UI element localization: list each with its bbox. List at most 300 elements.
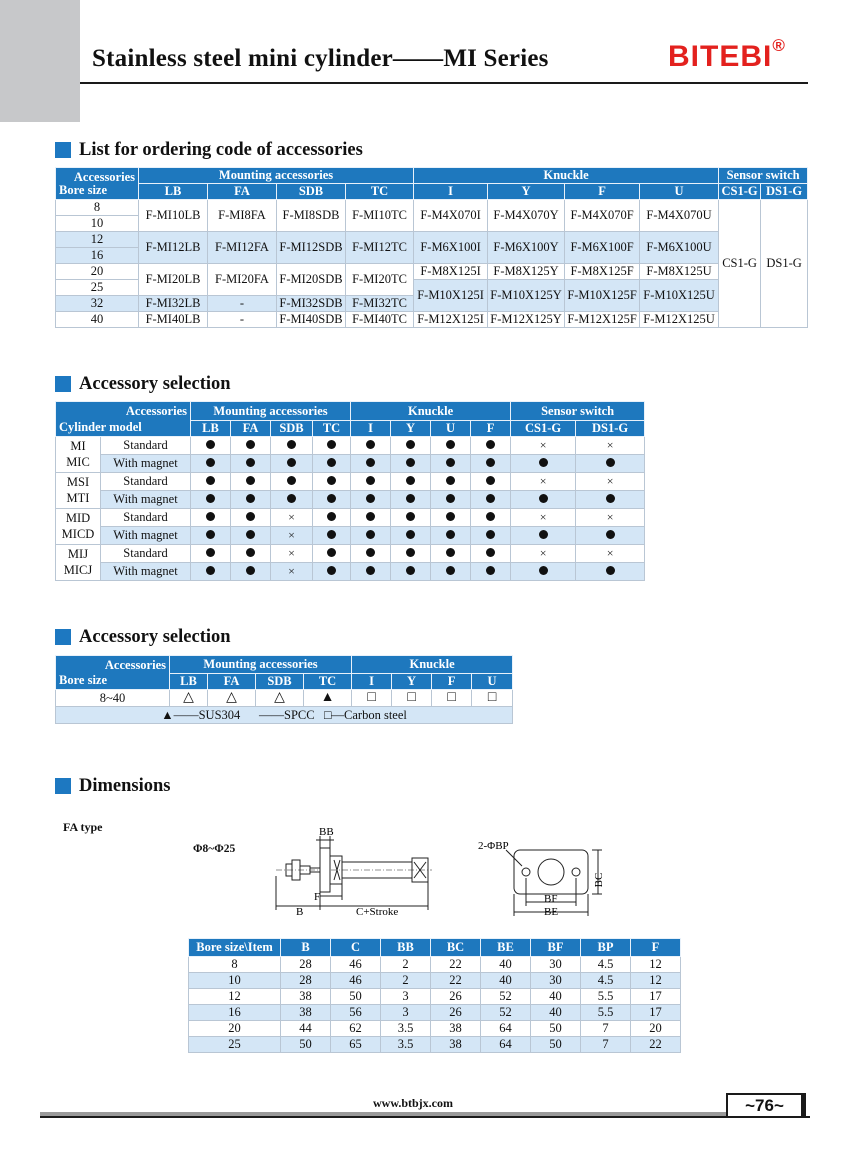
model-cell [56, 509, 101, 545]
selection-cell [271, 473, 313, 491]
column-header: LB [191, 421, 231, 437]
table-cell: 64 [481, 1021, 531, 1037]
column-header: DS1-G [576, 421, 645, 437]
stroke-dim-label: C+Stroke [356, 906, 399, 916]
dot-icon [206, 494, 215, 503]
selection-cell [313, 491, 351, 509]
table-cell: 12 [631, 957, 681, 973]
page-title: Stainless steel mini cylinder——MI Series [92, 45, 549, 72]
table-cell: 17 [631, 989, 681, 1005]
selection-cell [271, 563, 313, 581]
table-cell: F-M12X125F [565, 312, 640, 328]
dot-icon [406, 512, 415, 521]
table-cell: 40 [531, 1005, 581, 1021]
dot-icon [486, 548, 495, 557]
model-name: MSI [66, 474, 90, 489]
dot-icon [606, 530, 615, 539]
table-cell: F-M12X125U [640, 312, 719, 328]
selection-cell [511, 437, 576, 455]
column-header: U [472, 674, 513, 690]
dot-icon [327, 476, 336, 485]
dot-icon [539, 458, 548, 467]
table-cell: F-M4X070U [640, 200, 719, 232]
table-cell: 4.5 [581, 973, 631, 989]
dot-icon [606, 494, 615, 503]
selection-cell [576, 437, 645, 455]
selection-cell [431, 527, 471, 545]
table-cell: 52 [481, 989, 531, 1005]
model-cell [56, 473, 101, 509]
table-cell: 2 [381, 957, 431, 973]
dot-icon [327, 530, 336, 539]
model-name: MI [70, 438, 86, 453]
table-cell: 62 [331, 1021, 381, 1037]
selection-cell [511, 527, 576, 545]
selection-cell [431, 473, 471, 491]
table-cell: F-M4X070I [414, 200, 488, 232]
selection-cell [576, 509, 645, 527]
group-header: Mounting accessories [170, 656, 352, 674]
column-header: TC [304, 674, 352, 690]
selection-cell [391, 473, 431, 491]
variant-cell: Standard [101, 509, 191, 527]
section-square-icon [55, 376, 71, 392]
dot-icon [406, 494, 415, 503]
dot-icon [287, 494, 296, 503]
dot-icon [246, 512, 255, 521]
dot-icon [246, 566, 255, 575]
table-cell: 20 [631, 1021, 681, 1037]
material-symbol: □ [352, 690, 392, 707]
dot-icon [486, 566, 495, 575]
selection-cell [511, 491, 576, 509]
table-cell: F-M12X125I [414, 312, 488, 328]
table-cell: F-M8X125F [565, 264, 640, 280]
dot-icon [287, 476, 296, 485]
table-cell: 28 [281, 957, 331, 973]
column-header: F [631, 939, 681, 957]
ordering-code-table [55, 167, 808, 328]
selection-cell [576, 563, 645, 581]
variant-cell: With magnet [101, 491, 191, 509]
section-heading-text: Accessory selection [79, 626, 231, 647]
dot-icon [246, 548, 255, 557]
dot-icon [206, 566, 215, 575]
column-header: BP [581, 939, 631, 957]
model-name: MICJ [63, 562, 93, 577]
footer-divider [40, 1116, 810, 1118]
table-cell: F-MI10LB [139, 200, 208, 232]
selection-cell [391, 455, 431, 473]
table-cell: 30 [531, 957, 581, 973]
selection-cell [191, 491, 231, 509]
table-row [189, 1037, 681, 1053]
selection-cell [431, 563, 471, 581]
column-header: Bore size\Item [189, 939, 281, 957]
dot-icon [206, 476, 215, 485]
group-header: Mounting accessories [191, 402, 351, 421]
table-row [189, 957, 681, 973]
table-cell: F-MI32SDB [277, 296, 346, 312]
bore-cell: 25 [56, 280, 139, 296]
model-name: MIJ [67, 546, 89, 561]
column-header: BE [481, 939, 531, 957]
cross-icon: × [288, 510, 295, 525]
column-header: TC [313, 421, 351, 437]
selection-cell [231, 455, 271, 473]
variant-cell: Standard [101, 437, 191, 455]
footer-url: www.btbjx.com [373, 1096, 453, 1110]
table-cell: 7 [581, 1021, 631, 1037]
selection-cell [511, 455, 576, 473]
selection-cell [191, 455, 231, 473]
section-heading-dimensions [55, 776, 171, 796]
material-symbol: △ [208, 690, 256, 707]
column-header: LB [170, 674, 208, 690]
selection-cell [313, 563, 351, 581]
material-symbol: △ [170, 690, 208, 707]
section-heading-text: List for ordering code of accessories [79, 139, 363, 160]
dot-icon [606, 458, 615, 467]
table-cell: F-M4X070Y [488, 200, 565, 232]
selection-cell [511, 509, 576, 527]
table-cell: 44 [281, 1021, 331, 1037]
selection-cell [313, 527, 351, 545]
dot-icon [406, 458, 415, 467]
table-cell: F-M12X125Y [488, 312, 565, 328]
dot-icon [446, 440, 455, 449]
column-header: BB [381, 939, 431, 957]
table-cell: 30 [531, 973, 581, 989]
column-header: Y [488, 184, 565, 200]
brand-name: BITEBI [668, 40, 773, 73]
bore-cell: 10 [56, 216, 139, 232]
model-name: MICD [61, 526, 95, 541]
column-header: F [471, 421, 511, 437]
table-cell: 40 [531, 989, 581, 1005]
page-number: ~76~ [726, 1093, 806, 1117]
table-cell: F-MI8SDB [277, 200, 346, 232]
fa-cylinder-drawing [262, 826, 442, 916]
section-heading-text: Dimensions [79, 775, 171, 796]
dot-icon [246, 458, 255, 467]
dot-icon [327, 440, 336, 449]
selection-cell [271, 527, 313, 545]
column-header: BF [531, 939, 581, 957]
dot-icon [406, 476, 415, 485]
bore-cell: 40 [56, 312, 139, 328]
dot-icon [486, 458, 495, 467]
bore-cell: 12 [56, 232, 139, 248]
model-name: MTI [66, 490, 90, 505]
dot-icon [446, 530, 455, 539]
table-cell: F-MI12TC [346, 232, 414, 264]
bore-cell: 16 [56, 248, 139, 264]
dimensions-table [188, 938, 681, 1053]
table-cell: 12 [189, 989, 281, 1005]
dot-icon [206, 458, 215, 467]
table-cell: 65 [331, 1037, 381, 1053]
table-cell: 3 [381, 1005, 431, 1021]
dot-icon [366, 494, 375, 503]
table-cell: 38 [431, 1037, 481, 1053]
selection-cell [576, 527, 645, 545]
selection-cell [271, 455, 313, 473]
be-dim-label: BE [544, 906, 559, 918]
table-cell: F-M6X100U [640, 232, 719, 264]
material-symbol: □ [392, 690, 432, 707]
section-heading-text: Accessory selection [79, 373, 231, 394]
cross-icon: × [606, 510, 614, 525]
corner-top-label: Accessories [125, 404, 187, 418]
table-cell: F-M8X125U [640, 264, 719, 280]
table-cell: 56 [331, 1005, 381, 1021]
table-cell: 16 [189, 1005, 281, 1021]
variant-cell: With magnet [101, 527, 191, 545]
table-cell: 12 [631, 973, 681, 989]
table-cell: F-M6X100I [414, 232, 488, 264]
selection-cell [351, 545, 391, 563]
dot-icon [246, 530, 255, 539]
bore-cell: 20 [56, 264, 139, 280]
section-heading-ordering [55, 140, 363, 160]
selection-cell [431, 437, 471, 455]
column-header: B [281, 939, 331, 957]
selection-cell [191, 509, 231, 527]
cross-icon: × [288, 546, 295, 561]
header-divider [80, 82, 808, 84]
dot-icon [366, 548, 375, 557]
table-cell: F-MI12FA [208, 232, 277, 264]
dot-icon [539, 566, 548, 575]
dot-icon [446, 494, 455, 503]
table-row [189, 1005, 681, 1021]
group-header: Knuckle [352, 656, 513, 674]
table-cell: 17 [631, 1005, 681, 1021]
table-cell: F-M6X100Y [488, 232, 565, 264]
selection-cell [271, 545, 313, 563]
section-square-icon [55, 778, 71, 794]
column-header: FA [208, 674, 256, 690]
selection-cell [576, 491, 645, 509]
table-row [189, 989, 681, 1005]
selection-cell [191, 437, 231, 455]
dot-icon [486, 440, 495, 449]
brand-logo [668, 36, 785, 74]
dot-icon [327, 512, 336, 521]
selection-cell [313, 509, 351, 527]
selection-cell [431, 491, 471, 509]
group-header: Mounting accessories [139, 168, 414, 184]
model-name: MIC [66, 454, 90, 469]
column-header: I [351, 421, 391, 437]
dot-icon [446, 548, 455, 557]
selection-cell [351, 491, 391, 509]
cross-icon: × [539, 474, 547, 489]
table-cell: 64 [481, 1037, 531, 1053]
registered-mark: ® [772, 36, 785, 55]
section-heading-material [55, 627, 231, 647]
material-legend: ▲——SUS304 ——SPCC □—Carbon steel [56, 707, 513, 724]
column-header: LB [139, 184, 208, 200]
selection-cell [231, 563, 271, 581]
column-header: U [431, 421, 471, 437]
selection-cell [351, 437, 391, 455]
bore-cell: 8~40 [56, 690, 170, 707]
selection-cell [471, 527, 511, 545]
table-cell: F-M6X100F [565, 232, 640, 264]
variant-cell: Standard [101, 473, 191, 491]
material-table [55, 655, 513, 724]
variant-cell: Standard [101, 545, 191, 563]
group-header: Knuckle [351, 402, 511, 421]
table-cell: F-MI20TC [346, 264, 414, 296]
dot-icon [406, 566, 415, 575]
dot-icon [486, 476, 495, 485]
corner-bottom-label: Cylinder model [59, 419, 142, 434]
selection-cell [271, 437, 313, 455]
model-cell [56, 437, 101, 473]
table-cell: F-MI32TC [346, 296, 414, 312]
table-cell: 2 [381, 973, 431, 989]
table-row [189, 973, 681, 989]
selection-cell [313, 473, 351, 491]
selection-cell [351, 527, 391, 545]
table-row [189, 1021, 681, 1037]
table-cell: 20 [189, 1021, 281, 1037]
selection-cell [191, 473, 231, 491]
cross-icon: × [606, 546, 614, 561]
column-header: FA [208, 184, 277, 200]
dot-icon [206, 548, 215, 557]
bore-range-label: Φ8~Φ25 [193, 843, 236, 855]
selection-cell [191, 545, 231, 563]
dot-icon [539, 494, 548, 503]
bp-dim-label: 2-ΦBP [478, 840, 509, 852]
bore-cell: 8 [56, 200, 139, 216]
cross-icon: × [288, 528, 295, 543]
model-cell [56, 545, 101, 581]
selection-cell [231, 509, 271, 527]
variant-cell: With magnet [101, 563, 191, 581]
table-cell: 50 [281, 1037, 331, 1053]
corner-top-label: Accessories [73, 170, 135, 184]
table-cell: F-M10X125F [565, 280, 640, 312]
dot-icon [486, 530, 495, 539]
dot-icon [606, 566, 615, 575]
table-cell: F-M8X125I [414, 264, 488, 280]
table-cell: F-MI12SDB [277, 232, 346, 264]
table-cell: 40 [481, 957, 531, 973]
selection-cell [391, 527, 431, 545]
table-cell: 46 [331, 957, 381, 973]
b-dim-label: B [296, 906, 304, 916]
group-header: Sensor switch [719, 168, 808, 184]
material-symbol: △ [256, 690, 304, 707]
selection-cell [391, 563, 431, 581]
dot-icon [446, 566, 455, 575]
selection-cell [471, 473, 511, 491]
selection-cell [191, 563, 231, 581]
table-cell: 22 [431, 957, 481, 973]
column-header: I [352, 674, 392, 690]
selection-cell [471, 545, 511, 563]
selection-cell [351, 455, 391, 473]
cross-icon: × [539, 438, 547, 453]
dot-icon [366, 476, 375, 485]
selection-cell [313, 437, 351, 455]
table-cell: F-MI8FA [208, 200, 277, 232]
dot-icon [446, 458, 455, 467]
table-cell: 38 [281, 989, 331, 1005]
dot-icon [446, 476, 455, 485]
table-cell: 3.5 [381, 1021, 431, 1037]
column-header: U [640, 184, 719, 200]
column-header: Y [391, 421, 431, 437]
selection-cell [351, 473, 391, 491]
table-cell: 40 [481, 973, 531, 989]
group-header: Knuckle [414, 168, 719, 184]
column-header: TC [346, 184, 414, 200]
table-cell: F-MI20SDB [277, 264, 346, 296]
table-cell: 25 [189, 1037, 281, 1053]
table-cell: 38 [281, 1005, 331, 1021]
dot-icon [406, 530, 415, 539]
dot-icon [446, 512, 455, 521]
dot-icon [206, 440, 215, 449]
accessory-selection-table [55, 401, 645, 581]
dot-icon [287, 458, 296, 467]
table-cell: 4.5 [581, 957, 631, 973]
dot-icon [366, 566, 375, 575]
selection-cell [576, 455, 645, 473]
selection-cell [576, 545, 645, 563]
table-cell: 3 [381, 989, 431, 1005]
selection-cell [271, 491, 313, 509]
selection-cell [471, 491, 511, 509]
table-cell: 52 [481, 1005, 531, 1021]
selection-cell [391, 491, 431, 509]
table-cell: 3.5 [381, 1037, 431, 1053]
dot-icon [406, 440, 415, 449]
dot-icon [246, 476, 255, 485]
table-cell: 22 [431, 973, 481, 989]
table-cell: - [208, 296, 277, 312]
section-heading-selection [55, 374, 231, 394]
dot-icon [366, 512, 375, 521]
header-side-band [0, 0, 80, 122]
column-header: SDB [256, 674, 304, 690]
table-cell: F-MI32LB [139, 296, 208, 312]
table-cell: F-M10X125U [640, 280, 719, 312]
table-cell: 8 [189, 957, 281, 973]
bc-dim-label: BC [593, 872, 605, 888]
sensor-cell: DS1-G [761, 200, 808, 328]
group-header: Sensor switch [511, 402, 645, 421]
cross-icon: × [539, 510, 547, 525]
dot-icon [366, 458, 375, 467]
dot-icon [366, 530, 375, 539]
table-cell: 22 [631, 1037, 681, 1053]
selection-cell [231, 473, 271, 491]
table-cell: F-M10X125I [414, 280, 488, 312]
table-cell: 50 [331, 989, 381, 1005]
corner-bottom-label: Bore size [59, 182, 108, 197]
column-header: Y [392, 674, 432, 690]
cross-icon: × [288, 564, 295, 579]
column-header: CS1-G [511, 421, 576, 437]
table-cell: 50 [531, 1021, 581, 1037]
